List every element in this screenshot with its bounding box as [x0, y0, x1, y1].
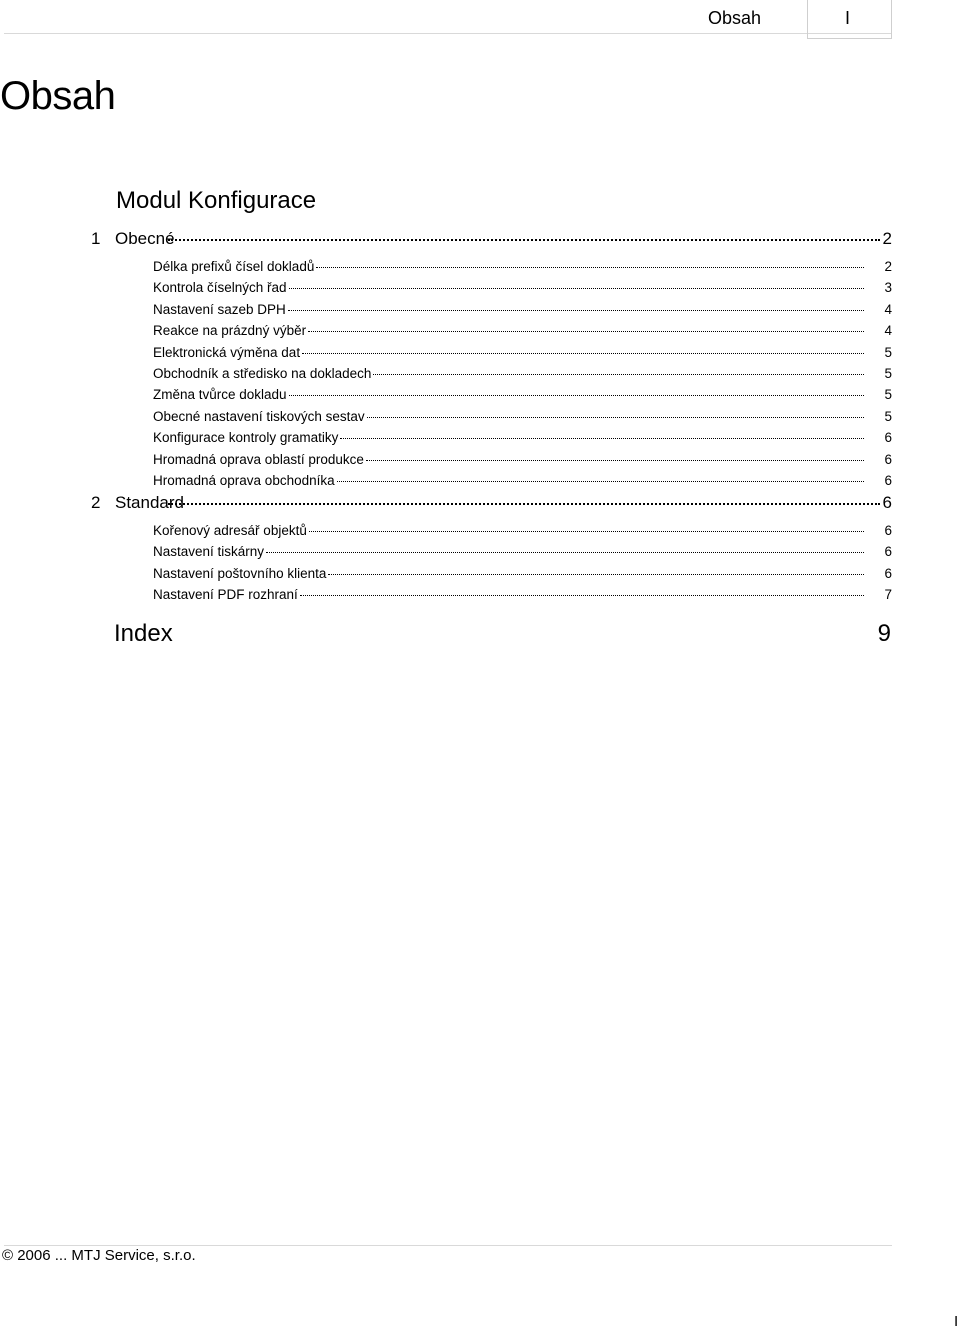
- footer-rule: [4, 1245, 892, 1246]
- toc-entry[interactable]: [153, 544, 892, 560]
- index-label: Index: [114, 620, 173, 647]
- toc-entry-page: 6: [884, 473, 892, 488]
- toc-entry[interactable]: [153, 473, 892, 488]
- toc-entry-page: 6: [884, 523, 892, 538]
- toc-entry[interactable]: [153, 408, 892, 424]
- toc-entry[interactable]: [153, 565, 892, 581]
- toc-leader: [289, 395, 864, 396]
- toc-section[interactable]: [91, 493, 892, 513]
- toc-entry-page: 5: [884, 408, 892, 424]
- toc-entry-label: Hromadná oprava oblastí produkce: [153, 451, 364, 467]
- toc-entry-label: Délka prefixů čísel dokladů: [153, 259, 315, 274]
- toc-entry-page: 3: [884, 280, 892, 296]
- toc-entry[interactable]: [153, 344, 892, 360]
- page-number: I: [954, 1313, 959, 1330]
- toc-leader: [302, 353, 864, 354]
- toc-entry-page: 6: [884, 430, 892, 446]
- toc-entry-label: Kontrola číselných řad: [153, 280, 287, 296]
- toc-entry-page: 4: [884, 301, 892, 317]
- toc-entry[interactable]: [153, 451, 892, 467]
- toc-entry-page: 6: [884, 451, 892, 467]
- toc-entry-label: Nastavení sazeb DPH: [153, 301, 286, 317]
- toc-entry-label: Kořenový adresář objektů: [153, 523, 307, 538]
- toc-entry[interactable]: [153, 366, 892, 381]
- toc-entry-page: 4: [884, 323, 892, 339]
- toc-leader: [367, 417, 864, 418]
- toc-entry-page: 6: [884, 544, 892, 560]
- toc-leader: [300, 595, 864, 596]
- toc-entry[interactable]: [153, 587, 892, 603]
- toc-section-number: 2: [91, 493, 101, 512]
- toc-entry-page: 5: [884, 366, 892, 381]
- toc-entry-label: Hromadná oprava obchodníka: [153, 473, 335, 488]
- toc-entry[interactable]: [153, 259, 892, 274]
- toc-leader: [373, 374, 864, 375]
- header-title: Obsah: [708, 8, 762, 28]
- toc-entry[interactable]: [153, 387, 892, 403]
- toc-leader: [340, 438, 864, 439]
- toc-leader: [366, 460, 864, 461]
- footer-copyright: © 2006 ... MTJ Service, s.r.o.: [2, 1247, 196, 1264]
- toc-entry[interactable]: [153, 280, 892, 296]
- toc-entry-label: Nastavení poštovního klienta: [153, 565, 327, 581]
- toc-entry-page: 6: [884, 565, 892, 581]
- toc-entry-label: Nastavení PDF rozhraní: [153, 587, 298, 603]
- toc-leader: [328, 574, 864, 575]
- toc-section-label: Obecné: [115, 229, 175, 248]
- index-page: 9: [877, 620, 891, 647]
- toc-leader: [316, 267, 864, 268]
- toc-entry-page: 5: [884, 344, 892, 360]
- toc-leader: [168, 239, 880, 241]
- toc-entry-label: Změna tvůrce dokladu: [153, 387, 287, 403]
- toc-section-number: 1: [91, 229, 101, 248]
- toc-entry-label: Nastavení tiskárny: [153, 544, 265, 560]
- header-rule: [4, 33, 892, 34]
- toc-entry[interactable]: [153, 430, 892, 446]
- header-page-box: [807, 0, 892, 39]
- toc-section-page: 2: [882, 229, 892, 248]
- toc-leader: [288, 310, 864, 311]
- toc-entry-page: 7: [884, 587, 892, 603]
- index-entry[interactable]: [114, 620, 891, 648]
- toc-leader: [266, 552, 864, 553]
- toc-entry-page: 2: [884, 259, 892, 274]
- toc-leader: [337, 481, 864, 482]
- toc-leader: [309, 531, 864, 532]
- module-title: Modul Konfigurace: [116, 187, 317, 214]
- toc-entry-label: Konfigurace kontroly gramatiky: [153, 430, 339, 446]
- toc-entry-page: 5: [884, 387, 892, 403]
- toc-leader: [289, 288, 864, 289]
- toc-leader: [308, 331, 864, 332]
- toc-entry[interactable]: [153, 301, 892, 317]
- toc-entry-label: Elektronická výměna dat: [153, 344, 301, 360]
- toc-entry-label: Obchodník a středisko na dokladech: [153, 366, 372, 381]
- toc-section-label: Standard: [115, 493, 184, 512]
- toc-entry[interactable]: [153, 523, 892, 538]
- page-title: Obsah: [0, 74, 116, 118]
- toc-entry-label: Reakce na prázdný výběr: [153, 323, 307, 339]
- toc-entry-label: Obecné nastavení tiskových sestav: [153, 408, 365, 424]
- toc-leader: [168, 503, 880, 505]
- toc-section[interactable]: [91, 229, 892, 249]
- toc-section-page: 6: [882, 493, 892, 512]
- header-page-number: I: [845, 8, 851, 28]
- toc-entry[interactable]: [153, 323, 892, 339]
